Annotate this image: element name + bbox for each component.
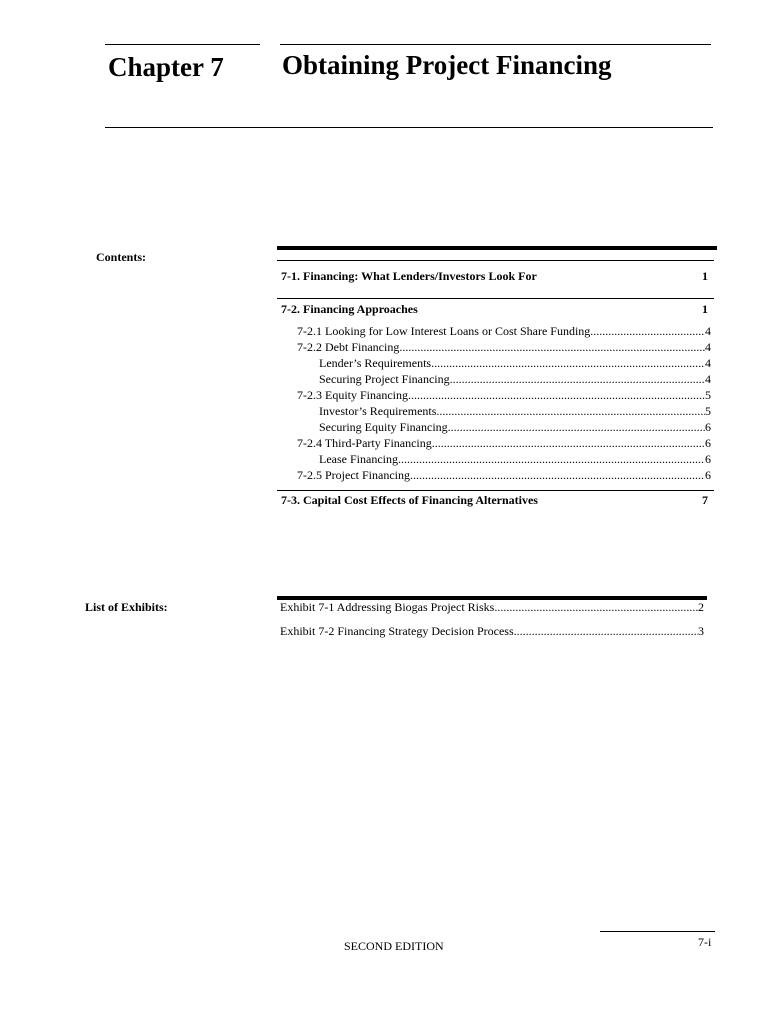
- leader-dots: [450, 371, 705, 387]
- leader-dots: [448, 419, 705, 435]
- toc-section-3[interactable]: [281, 493, 708, 508]
- header-bottom-rule: [105, 127, 713, 128]
- toc-entry[interactable]: [281, 387, 711, 403]
- toc-entry-text: 7-2.5 Project Financing: [297, 468, 410, 482]
- toc-entry-page: 4: [705, 340, 711, 354]
- toc-entry[interactable]: [281, 419, 711, 435]
- toc-entry[interactable]: [281, 403, 711, 419]
- footer-rule: [600, 931, 715, 932]
- toc-entry[interactable]: [281, 451, 711, 467]
- leader-dots: [398, 451, 705, 467]
- toc-section-2[interactable]: [281, 302, 708, 317]
- header-top-rule-right: [280, 44, 711, 45]
- toc-entry-text: 7-2.3 Equity Financing: [297, 388, 408, 402]
- toc-section-1[interactable]: [281, 269, 708, 284]
- toc-entry[interactable]: [281, 355, 711, 371]
- toc-entry[interactable]: [281, 435, 711, 451]
- toc-entry-text: Investor’s Requirements: [319, 404, 437, 418]
- contents-thin-rule: [277, 260, 714, 261]
- exhibit-text: Exhibit 7-2 Financing Strategy Decision Process: [280, 624, 514, 638]
- toc-entry-page: 4: [705, 372, 711, 386]
- chapter-label: Chapter 7: [108, 52, 224, 82]
- toc-entry-text: Securing Project Financing: [319, 372, 450, 386]
- leader-dots: [408, 387, 705, 403]
- section-divider: [277, 490, 714, 491]
- leader-dots: [410, 467, 705, 483]
- toc-entry-page: 5: [705, 388, 711, 402]
- toc-entry-text: 7-2.2 Debt Financing: [297, 340, 400, 354]
- toc-entry-text: 7-2.1 Looking for Low Interest Loans or Cost Share Funding: [297, 324, 591, 338]
- section-divider: [277, 298, 714, 299]
- toc-entry-page: 6: [705, 420, 711, 434]
- leader-dots: [494, 599, 698, 615]
- leader-dots: [432, 435, 705, 451]
- footer-edition: SECOND EDITION: [344, 939, 444, 953]
- exhibits-label: List of Exhibits:: [85, 600, 168, 614]
- leader-dots: [399, 339, 705, 355]
- exhibit-list: [280, 599, 704, 647]
- toc-entry[interactable]: [281, 467, 711, 483]
- leader-dots: [436, 403, 705, 419]
- toc-entry-page: 6: [705, 436, 711, 450]
- toc-entry-page: 4: [705, 324, 711, 338]
- chapter-title: Obtaining Project Financing: [282, 50, 612, 80]
- toc-section-page: 7: [702, 493, 708, 507]
- toc-entry-text: 7-2.4 Third-Party Financing: [297, 436, 432, 450]
- footer-page-number: 7-i: [698, 935, 712, 949]
- toc-entry[interactable]: [281, 371, 711, 387]
- toc-entry-text: Securing Equity Financing: [319, 420, 448, 434]
- toc-entry-page: 4: [705, 356, 711, 370]
- toc-entry-page: 6: [705, 468, 711, 482]
- toc-entry[interactable]: [281, 339, 711, 355]
- toc-section-title: 7-1. Financing: What Lenders/Investors Look For: [281, 269, 537, 283]
- header-top-rule-left: [105, 44, 260, 45]
- toc-entry-text: Lease Financing: [319, 452, 398, 466]
- exhibit-page: 3: [698, 624, 704, 638]
- leader-dots: [431, 355, 705, 371]
- toc-entry-text: Lender’s Requirements: [319, 356, 432, 370]
- toc-entry-page: 6: [705, 452, 711, 466]
- contents-label: Contents:: [96, 250, 146, 264]
- toc-section-page: 1: [702, 269, 708, 283]
- toc-section-title: 7-3. Capital Cost Effects of Financing Alternatives: [281, 493, 538, 507]
- contents-thick-rule: [277, 246, 717, 250]
- exhibit-text: Exhibit 7-1 Addressing Biogas Project Risks: [280, 600, 495, 614]
- leader-dots: [590, 323, 705, 339]
- toc-section-title: 7-2. Financing Approaches: [281, 302, 418, 316]
- exhibit-item[interactable]: [280, 623, 704, 647]
- exhibit-page: 2: [698, 600, 704, 614]
- toc-section-page: 1: [702, 302, 708, 316]
- toc-entries: [281, 323, 711, 483]
- toc-entry[interactable]: [281, 323, 711, 339]
- leader-dots: [514, 623, 698, 639]
- toc-entry-page: 5: [705, 404, 711, 418]
- exhibit-item[interactable]: [280, 599, 704, 623]
